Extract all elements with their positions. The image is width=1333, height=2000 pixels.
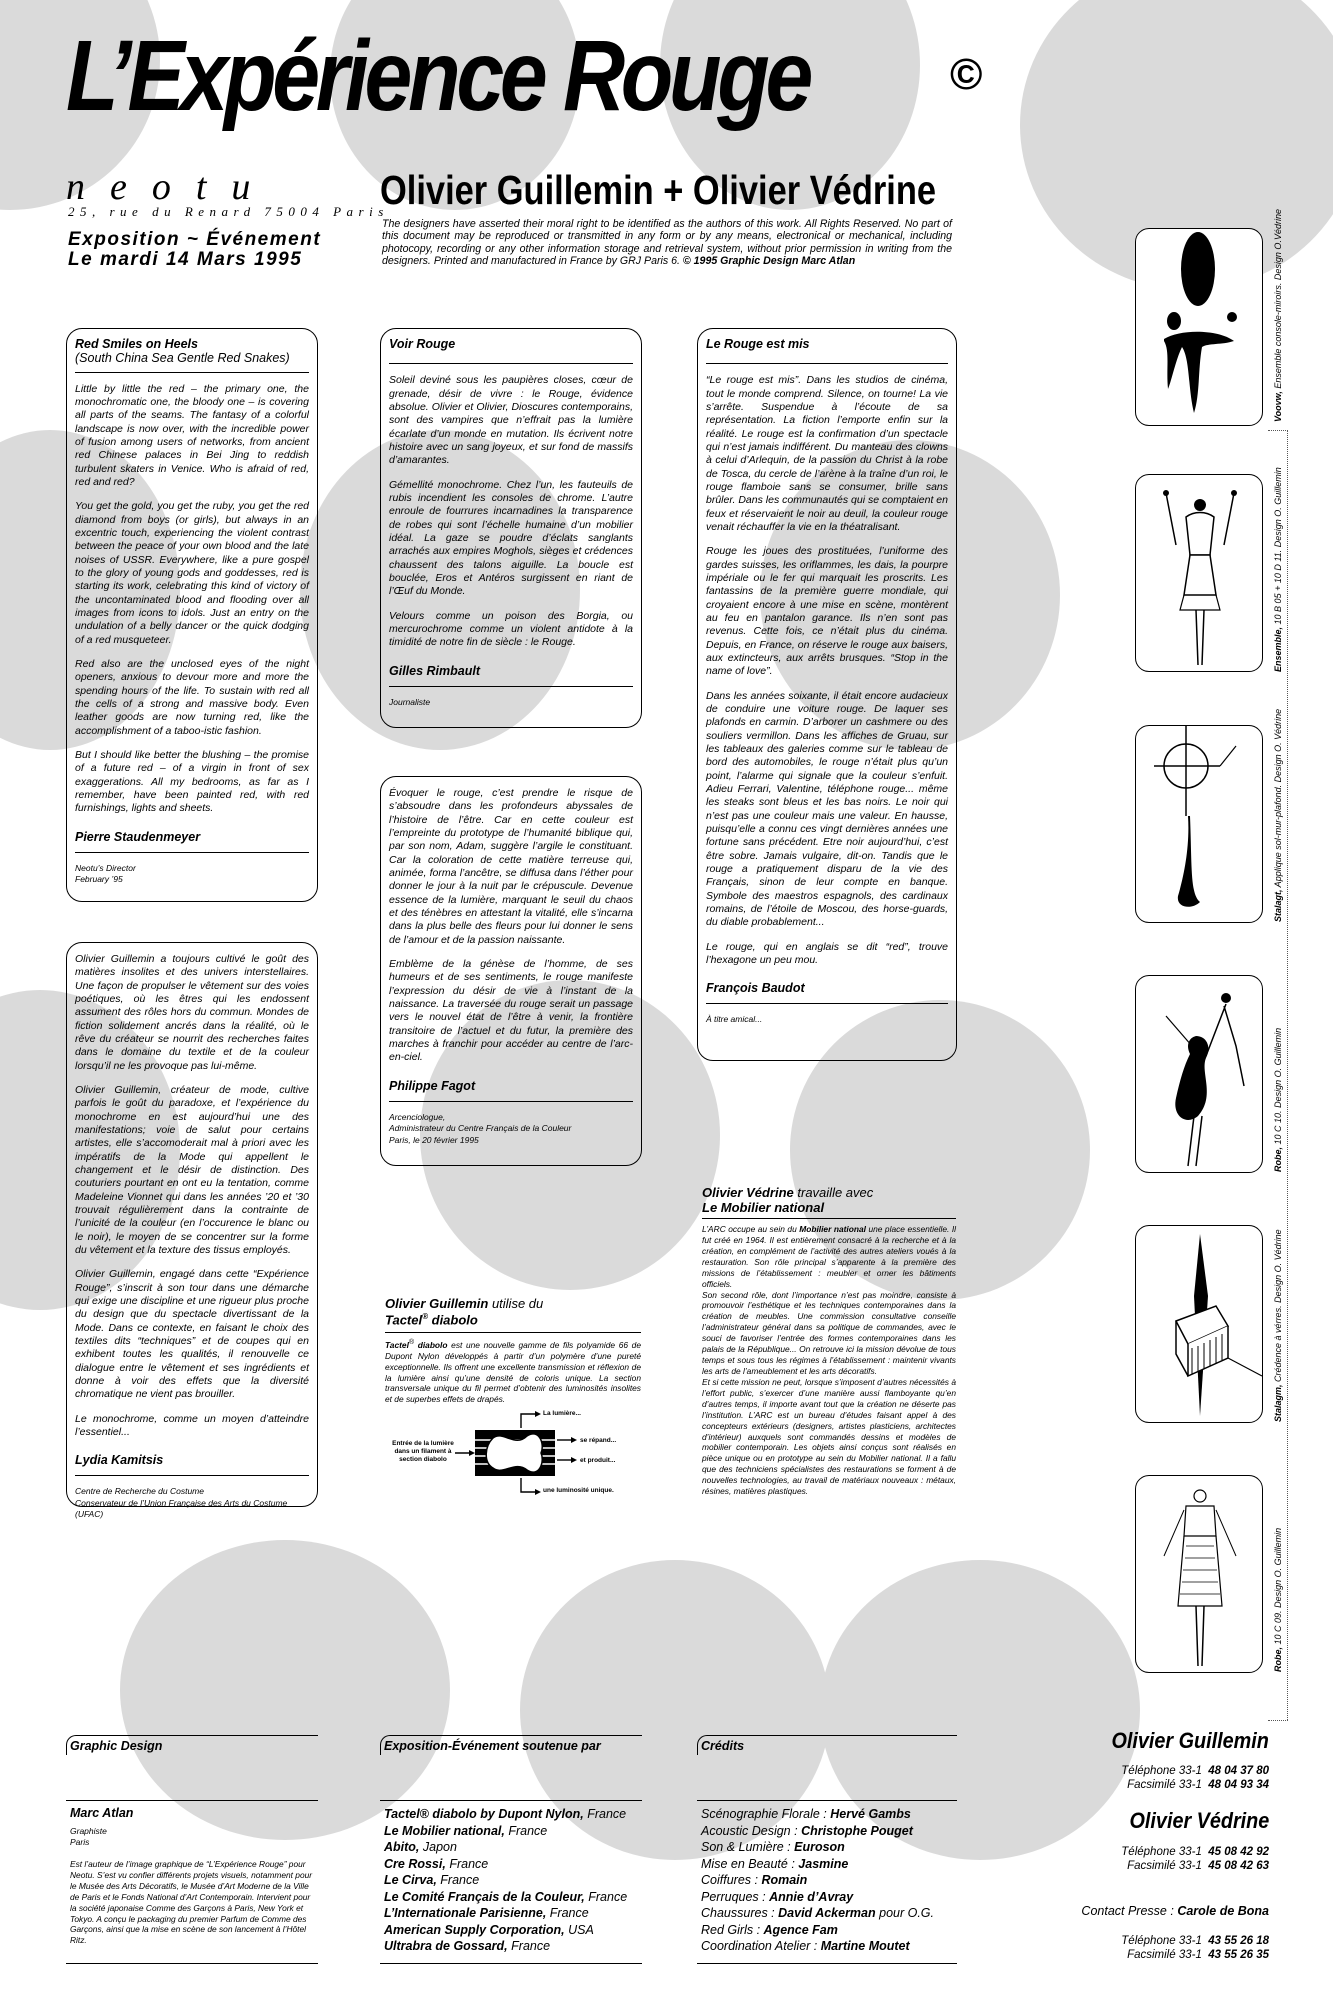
list-item <box>701 1922 957 1939</box>
contact-fax <box>1127 1860 1269 1872</box>
figure-box-robe-1009 <box>1135 1475 1263 1673</box>
box-rouge-mis <box>697 328 957 1061</box>
figure-caption <box>1273 1528 1283 1672</box>
paragraph: Gémellité monochrome. Chez l’un, les fauteuils de rubis incendient les consoles de chrome. L’autre enroule de fourrures incarnadines la transparence de robes qui sont l’échelle humaine d’un mobilier idéal. La gaze se poudre d’éclats sanglants arrachés aux empires Moghols, sièges et crédences chaussent des talons aiguille. La boucle est bouclée, Eros et Antéros surgissent en riant de l’Œuf du Monde. <box>389 478 633 598</box>
paragraph: Little by little the red – the primary one, the monochromatic one, the bloody one – is covering all parts of the seams. The fantasy of a colorful landscape is now over, with the incredible power of fusion among users of networks, from ancient red Chinese palaces in Bei Jing to reddish turbulent skaters in Venice. Who is afraid of red, red and red? <box>75 382 309 489</box>
box-title: Red Smiles on Heels <box>75 337 198 351</box>
diagram-label-left: Entrée de la lumière dans un filament à section diabolo <box>392 1440 454 1463</box>
paragraph: Red also are the unclosed eyes of the night openers, anxious to devour more and more the spending hours of the life. To sustain with red all the cells of a strong and massive body. Even leather goods are now turning red, like the accomplishment of a taboo-istic fashion. <box>75 657 309 737</box>
footer-title: Crédits <box>701 1739 745 1753</box>
sponsor-name: American Supply Corporation, <box>384 1922 565 1937</box>
divider <box>706 363 948 364</box>
vedrine-heading <box>702 1186 957 1216</box>
figure-caption-name: Stalagt, <box>1273 889 1283 922</box>
sponsor-country: France <box>549 1906 589 1920</box>
press-label: Contact Presse : <box>1081 1904 1174 1918</box>
graphic-designer-city: Paris <box>70 1837 90 1848</box>
press-name: Carole de Bona <box>1177 1904 1269 1918</box>
vedrine-para-1-post: une place essentielle. Il fut créé en 1964. Il est entièrement consacré à la recherche et à la création, en complément de l’activité des autres ateliers voués à la restauration. Son rôle principal s’apparente à la première des missions de l’établissement : meubler et orner les bâtiments officiels. <box>702 1224 957 1289</box>
credits-list <box>701 1806 957 1955</box>
list-item <box>384 1806 642 1823</box>
figure-caption-label: 10 C 09. <box>1273 1610 1283 1645</box>
vedrine-para-2: Son second rôle, dont l’importance n’est pas moindre, consiste à promouvoir l’esthétique et les techniques contemporaines dans la création de meubles. Une commission consultative conseille l’administrateur général dans sa politique de commandes, avec le souci de favoriser l’entrée des formes contemporaines dans les palais de la République... On retrouve ici la mission dévolue de tous temps et sous tous les régimes à l’établissement : maintenir vivants les arts de l’ameublement et les arts décoratifs. <box>702 1289 956 1376</box>
credit-name: David Ackerman <box>778 1906 876 1920</box>
divider <box>706 1003 948 1004</box>
box-voir-rouge <box>380 328 642 728</box>
sponsor-country: France <box>588 1889 628 1904</box>
credit-label: Red Girls : <box>701 1922 761 1937</box>
designers-heading: Olivier Guillemin + Olivier Védrine <box>380 167 937 213</box>
graphic-designer-name: Marc Atlan <box>70 1806 134 1820</box>
divider <box>702 1218 956 1219</box>
author-role: Neotu’s Director <box>75 862 136 873</box>
figure-caption-label: 10 B 05 + 10 D 11. <box>1273 549 1283 625</box>
paragraph: Évoquer le rouge, c’est prendre le risque de s’absoudre dans les profondeurs abyssales de l’histoire de l’être. Car en cette couleur est l’empreinte du prototype de l’humanité biblique qui, par son nom, Adam, suggère l’argile le constituant. Car la coloration de cette matière terreuse qui, animée, forma l’ancêtre, se diffusa dans l’éther pour donner le jour à la nuit par le crépuscule. Devenue essence de la lumière, marquant le seuil du chaos et des ténèbres en attestant la vitalité, elle s’incarna dans la plus belle des fleurs pour lui donner le sens de l’amour et de la passion naissante. <box>389 787 633 946</box>
list-item <box>384 1905 642 1922</box>
credit-label: Scénographie Florale : <box>701 1807 827 1821</box>
rights-text: The designers have asserted their moral right to be identified as the authors of this work. All Rights Reserved. No part of this document may be reproduced or transmitted in any form or by any means, electronical or mechanical, including photocopy, recording or any other information storage and retrieval system, without prior permission in writing from the designers. Printed and manufactured in France by GRJ Paris 6. <box>382 218 952 268</box>
list-item <box>701 1839 957 1856</box>
paragraph: Le rouge, qui en anglais se dit “red”, trouve l’hexagone un peu mou. <box>706 940 948 966</box>
author-role: Centre de Recherche du Costume <box>75 1486 204 1497</box>
brand-name: neotu <box>66 166 276 208</box>
list-item <box>701 1889 957 1906</box>
list-item <box>384 1856 642 1873</box>
contact-phone-number: 45 08 42 92 <box>1208 1846 1269 1858</box>
figure-caption-design: Design O. Guillemin <box>1273 1527 1283 1608</box>
divider <box>697 1800 957 1801</box>
paragraph: Le monochrome, comme un moyen d’atteindre l’essentiel... <box>75 1412 309 1438</box>
sponsor-name: Le Cirva, <box>384 1873 437 1887</box>
ensemble-illustration <box>1136 475 1264 673</box>
list-item <box>701 1905 957 1922</box>
list-item <box>701 1806 957 1823</box>
contact-name-guillemin: Olivier Guillemin <box>1111 1728 1269 1753</box>
author-role: Conservateur de l’Union Française des Arts du Costume (UFAC) <box>75 1497 288 1520</box>
divider <box>389 1101 633 1102</box>
tactel-inline-registered: ® <box>408 1339 415 1346</box>
paragraph: You get the gold, you get the ruby, you get the red diamond from boys (or girls), but always in an excentric touch, experiencing the violent contrast between the peace of your own blood and the late noises of USSR. Everywhere, like a pure gospel to the glory of young gods and goddesses, red is starting its work, celebrating this kind of victory of the uncontaminated blood and flooding over all images from icons to idols. Just an entry on the undulation of a belly dancer or the quick dodging of a red musqueteer. <box>75 500 309 646</box>
figure-caption-name: Ensemble, <box>1273 626 1283 672</box>
footer-title: Graphic Design <box>70 1739 163 1753</box>
contact-fax-number: 43 55 26 35 <box>1208 1949 1269 1961</box>
contact-fax-label: Facsimilé 33-1 <box>1127 1779 1202 1791</box>
paragraph: Emblème de la génèse de l’homme, de ses humeurs et de ses sentiments, le rouge manifeste l’expression du désir de vie à l’instant de la naissance. La traversée du rouge serait un passage vers le nouvel état de l’être à venir, la frontière transitoire de l’actuel et du futur, la première des marches à franchir pour accéder au centre de l’arc-en-ciel. <box>389 957 633 1064</box>
tactel-description: est une nouvelle gamme de fils polyamide 66 de Dupont Nylon développés à partir d’un polymère d’une pureté exceptionnelle. Ils offrent une excellente transmission et réflexion de la lumière ainsi qu’une densité de coloris unique. La section transversale unique du fil permet d’obtenir des luminosités insolites et de superbes effets de drapés. <box>385 1339 641 1405</box>
divider <box>380 1800 642 1801</box>
sponsor-name: Cre Rossi, <box>384 1856 446 1871</box>
credit-label: Mise en Beauté : <box>701 1856 795 1871</box>
figure-caption-label: Crédence à vérres. <box>1273 1305 1283 1382</box>
contact-phone-number: 48 04 37 80 <box>1208 1765 1269 1777</box>
rights-credit: © 1995 Graphic Design Marc Atlan <box>682 255 856 268</box>
list-item <box>701 1872 957 1889</box>
graphic-design-block <box>70 1806 318 1950</box>
contact-phone <box>1121 1765 1269 1777</box>
author-date: February ’95 <box>75 874 123 885</box>
paragraph: But I should like better the blushing – the promise of a future red – of a virgin in front of sex exaggerations. All my bedrooms, as far as I remember, have been painted red, with red furnishings, lights and sheets. <box>75 748 309 815</box>
sponsor-name: Ultrabra de Gossard, <box>384 1939 508 1953</box>
credit-label: Acoustic Design : <box>701 1823 798 1838</box>
contact-phone-label: Téléphone 33-1 <box>1121 1765 1202 1777</box>
brand-address: 25, rue du Renard 75004 Paris <box>68 204 389 219</box>
list-item <box>384 1922 642 1939</box>
sponsor-list <box>384 1806 642 1955</box>
applique-illustration <box>1136 726 1264 924</box>
diagram-label-mid: se répand... <box>580 1437 617 1444</box>
dotted-guide <box>1268 1720 1288 1721</box>
registered-mark: ® <box>422 1311 428 1321</box>
list-item <box>384 1938 642 1955</box>
credit-name: Romain <box>761 1873 808 1887</box>
figure-caption <box>1273 1229 1283 1422</box>
divider <box>66 1963 318 1964</box>
vedrine-para-1-pre: L’ARC occupe au sein du <box>702 1224 797 1234</box>
sponsor-country: France <box>449 1856 489 1871</box>
credit-name: Hervé Gambs <box>830 1807 911 1821</box>
figure-caption-label: Ensemble console-miroirs. <box>1273 282 1283 389</box>
copyright-symbol: © <box>950 50 983 99</box>
figure-caption-design: Design O. Guillemin <box>1273 467 1283 548</box>
credence-illustration <box>1136 1226 1264 1424</box>
contact-phone <box>1121 1846 1269 1858</box>
sponsor-name: Tactel® diabolo by Dupont Nylon, <box>384 1807 584 1821</box>
credit-name: Agence Fam <box>763 1922 838 1937</box>
author-name: François Baudot <box>706 981 805 996</box>
author-name: Lydia Kamitsis <box>75 1453 164 1468</box>
figure-box-console <box>1135 228 1263 426</box>
page-title: L’Expérience Rouge <box>66 20 810 132</box>
figure-caption-name: Robe, <box>1273 1146 1283 1172</box>
paragraph: Olivier Guillemin, engagé dans cette “Expérience Rouge”, s’inscrit à son tour dans une démarche qui exige une discipline et une rigueur plus proche du design que du spectacle divertissant de la Mode. Dans ce contexte, en faisant le choix des textiles dits “techniques” et de coupes qui en exhibent toutes les qualités, il renouvelle ce dialogue entre le vêtement et ses ingrédients et donne à voir des effets que la diversité chromatique ne vient pas brouiller. <box>75 1268 309 1401</box>
contact-phone-label: Téléphone 33-1 <box>1121 1846 1202 1858</box>
credit-name: Martine Moutet <box>820 1939 910 1953</box>
event-line-1: Exposition ~ Événement <box>68 229 322 250</box>
credit-name: Euroson <box>794 1840 845 1854</box>
vedrine-para-3: Et si cette mission ne peut, lorsque s’imposent d’autres nécessités à l’effort public, s’exercer d’une manière aussi flamboyante qu’en d’autres temps, il importe avant tout que la création ne déserte pas l’institution. L’ARC est un bureau d’études faisant appel à des concepteurs extérieurs (designers, artistes plasticiens, architectes d’intérieur) auxquels sont commandés dessins et modèles de mobilier contemporain. Les objets ainsi conçus sont réalisés en pièce unique ou en prototype au sein du Mobilier national. Il a fallu que des techniciens spécialistes des restaurations se forment à de nouvelles technologies, au travail de matériaux nouveaux : métaux, résines, matières plastiques. <box>702 1376 956 1497</box>
divider <box>380 1963 642 1964</box>
figure-caption-name: Robe, <box>1273 1646 1283 1672</box>
vedrine-heading-name: Olivier Védrine <box>702 1185 794 1200</box>
robe-1009-illustration <box>1136 1476 1264 1674</box>
author-name: Gilles Rimbault <box>389 663 480 678</box>
contact-phone <box>1121 1935 1269 1947</box>
box-title: Voir Rouge <box>389 337 456 351</box>
author-role: Administrateur du Centre Français de la Couleur <box>389 1123 572 1134</box>
figure-box-ensemble <box>1135 474 1263 672</box>
contact-phone-label: Téléphone 33-1 <box>1121 1935 1202 1947</box>
sponsor-country: France <box>440 1873 480 1887</box>
divider <box>75 372 309 373</box>
box-title: Le Rouge est mis <box>706 337 810 351</box>
box-fagot <box>380 776 642 1166</box>
figure-box-applique <box>1135 725 1263 923</box>
sponsor-country: France <box>511 1939 551 1953</box>
divider <box>389 363 633 364</box>
tactel-heading-name: Olivier Guillemin <box>385 1296 489 1311</box>
sponsor-country: France <box>587 1807 627 1821</box>
divider <box>75 1475 309 1476</box>
figure-caption <box>1273 467 1283 672</box>
divider <box>75 852 309 853</box>
console-mirrors-illustration <box>1136 229 1264 427</box>
sponsor-name: Abito, <box>384 1840 420 1854</box>
sponsor-country: USA <box>568 1922 594 1937</box>
list-item <box>384 1872 642 1889</box>
contact-name-vedrine: Olivier Védrine <box>1129 1808 1269 1833</box>
credit-name: Annie d’Avray <box>769 1889 854 1904</box>
paragraph: Olivier Guillemin, créateur de mode, cultive parfois le goût du paradoxe, et l’expérience du monochrome en est aujourd’hui une des manifestations; voie de salut pour certains artistes, elle s’accomoderait mal à priori avec les impératifs de la Mode qui appellent le changement et le désir de distinction. Des couturiers pourtant en ont eu la tentation, comme Madeleine Vionnet qui dans les années ’20 et ’30 trouvait régulièrement dans la contrainte de l’unicité de la couleur (en l’occurence le blanc ou le noir), le moyen de se concentrer sur la forme du vêtement et la texture des tissus employés. <box>75 1083 309 1256</box>
contact-fax <box>1127 1949 1269 1961</box>
figure-caption-design: Design O. Védrine <box>1273 1229 1283 1303</box>
list-item <box>384 1889 642 1906</box>
tactel-inline-product: Tactel <box>385 1339 409 1350</box>
contact-fax-number: 45 08 42 63 <box>1208 1860 1269 1872</box>
box-red-smiles <box>66 328 318 902</box>
figure-caption <box>1273 1028 1283 1172</box>
figure-caption-design: Design O. Védrine <box>1273 708 1283 783</box>
tactel-heading <box>385 1297 645 1328</box>
divider <box>389 686 633 687</box>
figure-caption-label: Applique sol-mur-plafond. <box>1273 784 1283 888</box>
divider <box>385 1332 641 1333</box>
dotted-guide <box>1287 430 1288 1720</box>
vedrine-text <box>702 1224 956 1501</box>
figure-caption-name: Stalagm, <box>1273 1384 1283 1422</box>
tactel-heading-verb: utilise du <box>491 1296 544 1311</box>
credit-label: Chaussures : <box>701 1906 775 1920</box>
contact-fax-number: 48 04 93 34 <box>1208 1779 1269 1791</box>
event-line-2: Le mardi 14 Mars 1995 <box>68 249 303 270</box>
bg-circle <box>120 1540 450 1840</box>
sponsor-country: France <box>508 1823 548 1838</box>
credit-label: Perruques : <box>701 1889 766 1904</box>
credit-name: Christophe Pouget <box>801 1823 913 1838</box>
graphic-designer-role: Graphiste <box>70 1826 107 1836</box>
contact-fax <box>1127 1779 1269 1791</box>
robe-1010-illustration <box>1136 976 1264 1174</box>
figure-box-robe-1010 <box>1135 975 1263 1173</box>
tactel-heading-suffix: diabolo <box>431 1312 478 1328</box>
paragraph: Rouge les joues des prostituées, l’uniforme des gardes suisses, les oriflammes, les dais, la pourpre impériale ou le fer qui marquait les proscrits. Les fantassins de la première guerre mondiale, qui croyaient encore à une mise en scène, montèrent au feu en pantalon garance. Ils n’en sont pas revenus. Cette fois, ce n’était plus du cinéma. Depuis, en France, on réserve le rouge aux baisers, aux extincteurs, aux arrêts brusques. “Stop in the name of love”. <box>706 545 948 678</box>
divider <box>66 1800 318 1801</box>
author-role: Journaliste <box>389 696 431 707</box>
credit-label: Coordination Atelier : <box>701 1939 818 1953</box>
dotted-guide <box>1268 430 1288 431</box>
vedrine-heading-verb: travaille avec <box>797 1185 874 1200</box>
sponsor-country: Japon <box>422 1840 457 1854</box>
graphic-designer-bio: Est l’auteur de l’image graphique de “L’Expérience Rouge” pour Neotu. S’est vu confier différents projets visuels, notamment pour le Musée des Arts Décoratifs, le Musée d’Art Moderne de la Ville de Paris et le Fonds National d’Art Contemporain. Intervient pour la société japonaise Comme des Garçons à Paris, New York et Tokyo. A conçu le packaging du premier Parfum de Comme des Garçons, ainsi que la mise en scène de son lancement à l’Hôtel Ritz. <box>70 1858 313 1946</box>
press-contact <box>1081 1904 1269 1918</box>
author-name: Philippe Fagot <box>389 1078 476 1093</box>
contact-fax-label: Facsimilé 33-1 <box>1127 1860 1202 1872</box>
credit-label: Coiffures : <box>701 1873 758 1887</box>
credit-name: Jasmine <box>798 1856 849 1871</box>
list-item <box>701 1823 957 1840</box>
tactel-heading-product: Tactel <box>385 1312 423 1328</box>
rights-notice <box>382 218 952 268</box>
author-date: Paris, le 20 février 1995 <box>389 1134 479 1145</box>
author-role: À titre amical... <box>706 1014 763 1025</box>
paragraph: “Le rouge est mis”. Dans les studios de cinéma, tout le monde comprend. Silence, on tourne! La vie s’arrête. Suspendue à l’écoute de sa représentation. La fiction l’emporte enfin sur la réalité. Le rouge est la confirmation d’un spectacle qui n’est jamais indifférent. Du manteau des clowns à celui d’Arlequin, de la passion du Christ à la robe de Tosca, du cercle de l’arène à la traîne d’un roi, le rouge flamboie sans se consumer, brille sans brûler. Dans les communautés qui se comptaient en feux et réservaient le noir au deuil, la couleur rouge venait réchauffer la vie en la théatralisant. <box>706 374 948 533</box>
list-item <box>701 1856 957 1873</box>
diagram-label-top: La lumière... <box>543 1410 581 1417</box>
vedrine-heading-partner: Le Mobilier national <box>702 1199 825 1215</box>
list-item <box>701 1938 957 1955</box>
divider <box>697 1963 957 1964</box>
contact-fax-label: Facsimilé 33-1 <box>1127 1949 1202 1961</box>
figure-caption <box>1273 709 1283 922</box>
credit-note: pour O.G. <box>879 1906 935 1920</box>
figure-box-credence <box>1135 1225 1263 1423</box>
tactel-inline-suffix: diabolo <box>417 1339 448 1350</box>
contact-phone-number: 43 55 26 18 <box>1208 1935 1269 1947</box>
diagram-label-bottom: une luminosité unique. <box>543 1487 614 1494</box>
figure-caption-design: Design O.Védrine <box>1273 209 1283 281</box>
paragraph: Velours comme un poison des Borgia, ou mercurochrome comme un violent antidote à la timidité de notre fin de siècle : le Rouge. <box>389 609 633 649</box>
list-item <box>384 1823 642 1840</box>
figure-caption <box>1273 209 1283 422</box>
diagram-label-right: et produit... <box>580 1457 616 1464</box>
vedrine-para-1-bold: Mobilier national <box>799 1224 866 1234</box>
paragraph: Olivier Guillemin a toujours cultivé le goût des matières insolites et des univers interstellaires. Une façon de propulser le vêtement sur des voies poétiques, où les êtres qui les endossent assument des rôles hors du commun. Mondes de fiction solidement ancrés dans la réalité, où le rêve du créateur se nourrit des recherches faites dans le domaine du textile et de la couleur lorsqu’il ne les provoque pas lui-même. <box>75 953 309 1072</box>
author-role: Arcenciologue, <box>389 1111 446 1122</box>
figure-caption-name: Voovw, <box>1273 391 1283 422</box>
figure-caption-design: Design O. Guillemin <box>1273 1027 1283 1108</box>
figure-caption-label: 10 C 10. <box>1273 1110 1283 1145</box>
sponsor-name: L’Internationale Parisienne, <box>384 1906 547 1920</box>
credit-label: Son & Lumière : <box>701 1840 791 1854</box>
list-item <box>384 1839 642 1856</box>
footer-title: Exposition-Événement soutenue par <box>384 1739 601 1753</box>
sponsor-name: Le Mobilier national, <box>384 1823 505 1838</box>
paragraph: Dans les années soixante, il était encore audacieux de conduire une voiture rouge. De laquer ses plafonds en carmin. D’arborer un cashmere ou des souliers vermillon. Dans les affiches de Gruau, sur les tableaux des galeries comme sur le tableau de bord des automobiles, le rouge n’était plus qu’un point, l’alarme qui signale que la couleur s’enfuit. Adieu Ferrari, Valentine, téléphone rouge... même les steaks sont bleus et les bas noirs. Le noir qui n’est pas une couleur mais une valeur. En hausse, puisqu’elle a connu ces vingt dernières années une fortune sans précédent. Etre noir aujourd’hui, c’est être sobre. Jamais vulgaire, dit-on. Tandis que le rouge a pratiquement disparu de la vie des Français, sinon de leur compte en banque. Symbole des maestros espagnols, des cardinaux romains, de l’étoile de Moscou, des horse-guards, du diable probablement... <box>706 689 948 929</box>
tactel-text <box>385 1338 641 1405</box>
box-guillemin <box>66 942 318 1520</box>
paragraph: Soleil deviné sous les paupières closes, cœur de grenade, désir de vivre : le Rouge, évidence absolue. Olivier et Olivier, Dioscures contemporains, sont des vampires que n’effrait pas la lumière écarlate d’un monde en mutation. Ils écrivent notre histoire avec un sang joyeux, et sur fond de massifs d’amarantes. <box>389 374 633 467</box>
author-name: Pierre Staudenmeyer <box>75 829 201 844</box>
box-subtitle: (South China Sea Gentle Red Snakes) <box>75 351 290 366</box>
vedrine-para-1 <box>702 1224 956 1290</box>
sponsor-name: Le Comité Français de la Couleur, <box>384 1889 585 1904</box>
